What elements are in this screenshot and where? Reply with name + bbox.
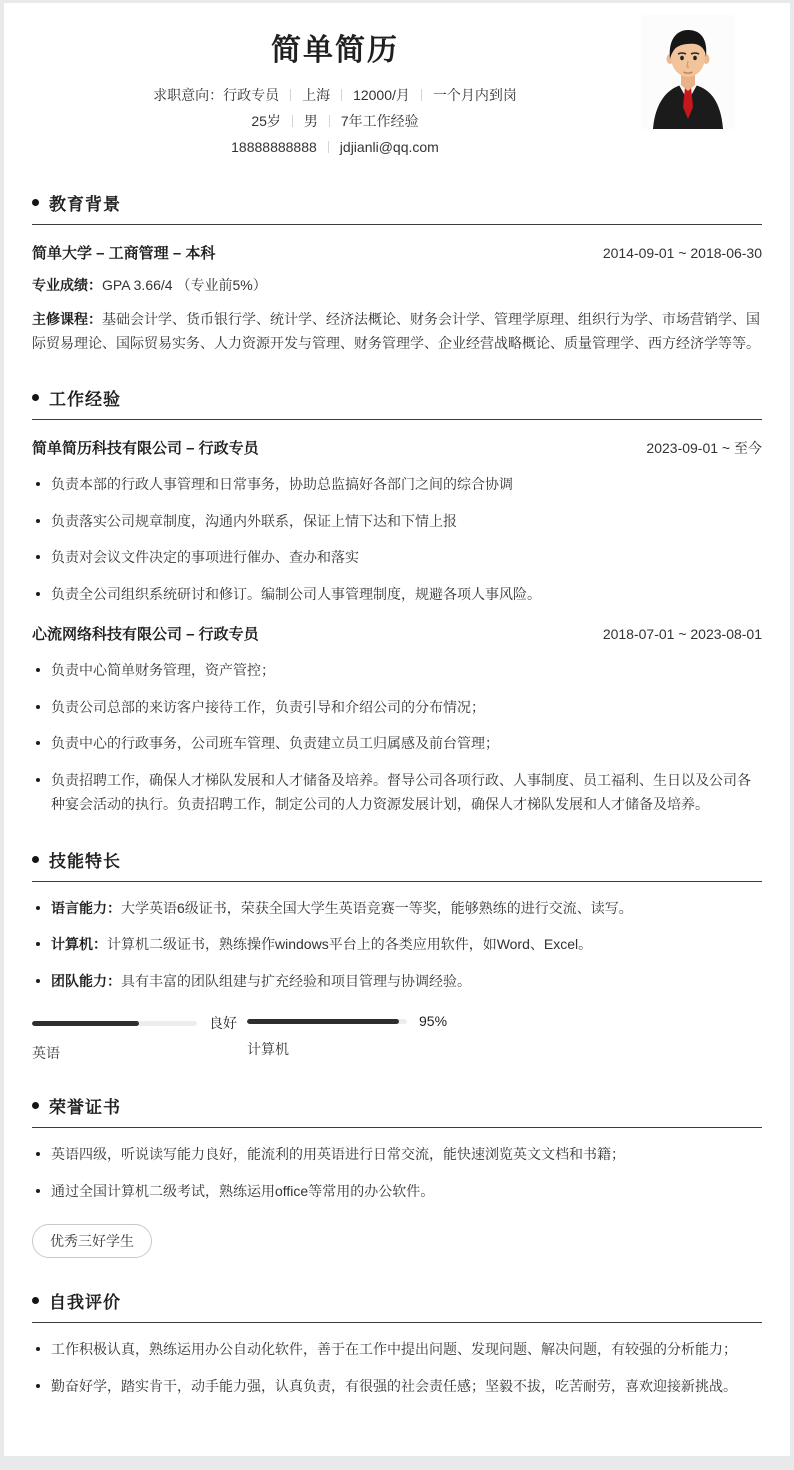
- honor-list: [32, 1142, 762, 1203]
- job-duty-item: 负责落实公司规章制度，沟通内外联系，保证上情下达和下情上报: [32, 509, 762, 534]
- divider-bar: [328, 141, 329, 153]
- section-title: 荣誉证书: [49, 1098, 121, 1117]
- job-duty-item: 负责公司总部的来访客户接待工作，负责引导和介绍公司的分布情况；: [32, 695, 762, 720]
- self-evaluation-item: 勤奋好学，踏实肯干，动手能力强，认真负责，有很强的社会责任感；坚毅不拔，吃苦耐劳，喜欢迎接新挑战。: [32, 1374, 762, 1399]
- section-header-self-evaluation: [32, 1288, 762, 1323]
- bullet-dot-icon: [32, 856, 39, 863]
- section-work-experience: [32, 385, 762, 817]
- bullet-dot-icon: [32, 1102, 39, 1109]
- job-date-range: 2018-07-01 ~ 2023-08-01: [602, 626, 762, 642]
- resume-page: [4, 3, 790, 1456]
- phone-number: 18888888888: [231, 139, 317, 155]
- skill-item: [32, 896, 762, 921]
- header-text-block: [32, 17, 638, 160]
- company-position-text: 简单简历科技有限公司 – 行政专员: [32, 440, 259, 457]
- gpa-line: [32, 273, 762, 297]
- skill-bar-name: 英语: [32, 1045, 60, 1061]
- skill-bar-english: [32, 1013, 247, 1063]
- skill-item: [32, 932, 762, 957]
- divider-bar: [329, 115, 330, 127]
- gpa-label: 专业成绩：: [32, 277, 102, 293]
- school-degree-text: 简单大学 – 工商管理 – 本科: [32, 245, 216, 262]
- contact-line: [32, 134, 638, 160]
- progress-bar-track: [32, 1021, 197, 1026]
- self-evaluation-list: [32, 1337, 762, 1398]
- section-title: 工作经验: [49, 390, 121, 409]
- job-intent-label: 求职意向：: [153, 87, 224, 103]
- section-header-work: [32, 385, 762, 420]
- job-intent-salary: 12000/月: [353, 87, 410, 103]
- job-duty-list: [32, 472, 762, 606]
- personal-info-line: [32, 108, 638, 134]
- section-header-skills: [32, 847, 762, 882]
- honor-item: 通过全国计算机二级考试，熟练运用office等常用的办公软件。: [32, 1179, 762, 1204]
- age-text: 25岁: [251, 113, 281, 129]
- skill-label: 计算机：: [51, 936, 107, 952]
- bullet-dot-icon: [32, 394, 39, 401]
- section-title: 技能特长: [49, 851, 121, 871]
- courses-value: 基础会计学、货币银行学、统计学、经济法概论、财务会计学、管理学原理、组织行为学、市场营销学、国际贸易理论、国际贸易实务、人力资源开发与管理、财务管理学、企业经营战略概论、质量管理学、西方经济学等等。: [32, 311, 760, 351]
- resume-header: [32, 17, 762, 160]
- section-self-evaluation: [32, 1288, 762, 1398]
- section-honors: [32, 1093, 762, 1258]
- skill-bar-computer: [247, 1013, 462, 1063]
- job-duty-item: 负责全公司组织系统研讨和修订。编制公司人事管理制度，规避各项人事风险。: [32, 582, 762, 607]
- section-title: 教育背景: [49, 195, 121, 214]
- skill-label: 团队能力：: [51, 972, 121, 989]
- job-duty-item: 负责中心简单财务管理，资产管控；: [32, 658, 762, 683]
- experience-years-text: 7年工作经验: [340, 113, 419, 129]
- progress-bar-track: [247, 1019, 407, 1024]
- gender-text: 男: [303, 113, 318, 129]
- section-title: 自我评价: [49, 1293, 121, 1312]
- bullet-dot-icon: [32, 199, 39, 206]
- job-intent-line: [32, 82, 638, 108]
- job-entry-row: [32, 623, 762, 644]
- skill-list: [32, 896, 762, 994]
- divider-bar: [341, 89, 342, 101]
- skill-text: 计算机二级证书，熟练操作windows平台上的各类应用软件，如Word、Excel。: [107, 936, 593, 952]
- resume-title: 简单简历: [271, 34, 399, 67]
- email-address: jdjianli@qq.com: [339, 139, 439, 155]
- person-portrait-icon: [641, 15, 735, 129]
- job-duty-item: 负责本部的行政人事管理和日常事务，协助总监搞好各部门之间的综合协调: [32, 472, 762, 497]
- honor-item: 英语四级，听说读写能力良好，能流利的用英语进行日常交流，能快速浏览英文文档和书籍；: [32, 1142, 762, 1167]
- job-intent-availability: 一个月内到岗: [432, 87, 517, 103]
- skill-label: 语言能力：: [51, 899, 121, 916]
- progress-bar-fill: [247, 1019, 399, 1024]
- divider-bar: [421, 89, 422, 101]
- job-duty-item: 负责招聘工作，确保人才梯队发展和人才储备及培养。督导公司各项行政、人事制度、员工福利、生日以及公司各种宴会活动的执行。负责招聘工作，制定公司的人力资源发展计划，确保人才梯队发展和人才储备及培养。: [32, 768, 762, 817]
- skill-level-text: 95%: [419, 1013, 448, 1029]
- courses-label: 主修课程：: [32, 311, 102, 327]
- education-entry-row: [32, 242, 762, 263]
- section-education: [32, 190, 762, 355]
- skill-item: [32, 969, 762, 994]
- job-intent-position: 行政专员: [223, 87, 280, 103]
- job-duty-item: 负责对会议文件决定的事项进行催办、查办和落实: [32, 545, 762, 570]
- job-duty-item: 负责中心的行政事务，公司班车管理、负责建立员工归属感及前台管理；: [32, 731, 762, 756]
- company-position-text: 心流网络科技有限公司 – 行政专员: [32, 626, 259, 643]
- progress-bar-fill: [32, 1021, 139, 1026]
- courses-line: [32, 307, 762, 355]
- skill-bars-row: [32, 1013, 762, 1063]
- section-skills: [32, 847, 762, 1064]
- divider-bar: [290, 89, 291, 101]
- bullet-dot-icon: [32, 1297, 39, 1304]
- skill-bar-name: 计算机: [247, 1041, 289, 1057]
- honor-tag-pill: 优秀三好学生: [32, 1224, 152, 1258]
- skill-text: 大学英语6级证书，荣获全国大学生英语竞赛一等奖，能够熟练的进行交流、读写。: [121, 899, 633, 916]
- job-entry-row: [32, 437, 762, 458]
- education-date-range: 2014-09-01 ~ 2018-06-30: [602, 245, 762, 261]
- job-duty-list: [32, 658, 762, 817]
- self-evaluation-item: 工作积极认真，熟练运用办公自动化软件，善于在工作中提出问题、发现问题、解决问题，有较强的分析能力；: [32, 1337, 762, 1362]
- job-date-range: 2023-09-01 ~ 至今: [646, 440, 762, 456]
- section-header-education: [32, 190, 762, 225]
- skill-level-text: 良好: [209, 1015, 237, 1031]
- profile-photo: [641, 15, 735, 129]
- divider-bar: [292, 115, 293, 127]
- skill-text: 具有丰富的团队组建与扩充经验和项目管理与协调经验。: [121, 972, 471, 989]
- job-intent-city: 上海: [302, 87, 331, 103]
- gpa-value: GPA 3.66/4 （专业前5%）: [102, 277, 267, 293]
